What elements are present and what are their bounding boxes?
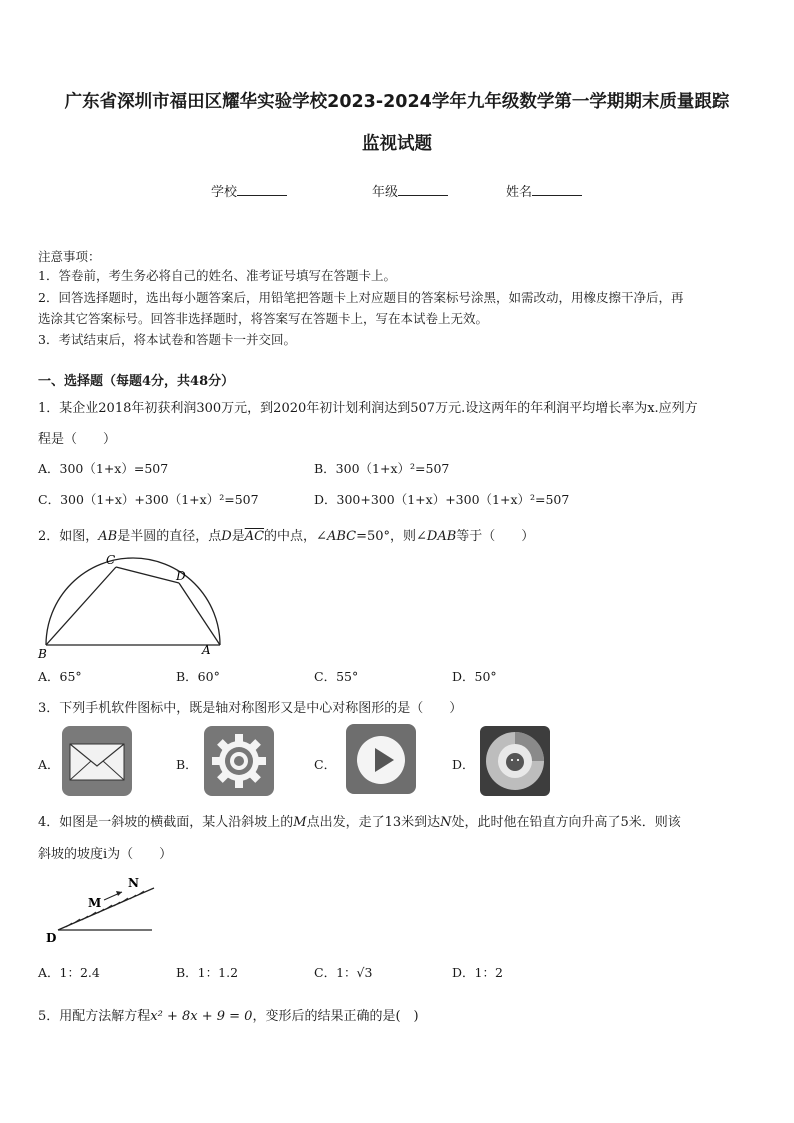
app-logo-icon [480,726,550,796]
notice-heading: 注意事项： [38,249,101,264]
notice-item-2-cont: 选涂其它答案标号。回答非选择题时，将答案写在答题卡上，写在本试卷上无效。 [38,311,489,326]
play-icon [346,724,416,794]
q4-option-a: A．1：2.4 [38,965,100,980]
q1-option-d: D．300+300（1+x）+300（1+x）²=507 [314,492,570,507]
q2-label-d: D [176,569,186,583]
q2-option-c: C．55° [314,669,359,684]
notice-item-1: 1．答卷前，考生务必将自己的姓名、准考证号填写在答题卡上。 [38,268,396,283]
q1-stem-line1: 1．某企业2018年初获利润300万元，到2020年初计划利润达到507万元.设这两年的年利润平均增长率为x.应列方 [38,401,698,416]
q4-stem-line2: 斜坡的坡度i为（ ） [38,847,173,862]
notice-item-3: 3．考试结束后，将本试卷和答题卡一并交回。 [38,332,296,347]
q2-semicircle-figure [34,550,224,662]
name-field: 姓名 [506,181,582,200]
q4-label-n: N [128,876,139,890]
q3-option-c-label: C． [314,757,337,772]
school-field: 学校 [211,181,287,200]
q1-option-a: A．300（1+x）=507 [38,461,169,476]
q1-stem-line2: 程是（ ） [38,432,117,447]
q4-label-d: D [46,931,57,945]
q2-option-a: A．65° [38,669,82,684]
q3-option-d-label: D． [452,757,475,772]
q2-option-d: D．50° [452,669,497,684]
q4-label-m: M [88,896,102,910]
q5-stem: 5．用配方法解方程x² + 8x + 9 = 0，变形后的结果正确的是( ) [38,1009,419,1024]
q5-equation: x² + 8x + 9 = 0 [150,1009,253,1024]
q3-option-b-label: B． [176,757,198,772]
q4-option-d: D．1：2 [452,965,503,980]
mail-icon [62,726,132,796]
q1-option-c: C．300（1+x）+300（1+x）²=507 [38,492,259,507]
q3-option-a-label: A． [38,757,60,772]
q4-option-c: C．1：√3 [314,965,373,980]
q2-label-b: B [38,647,47,661]
q4-slope-figure [42,870,162,945]
q2-option-b: B．60° [176,669,220,684]
q4-option-b: B．1：1.2 [176,965,239,980]
q2-label-c: C [106,553,116,567]
section-heading: 一、选择题（每题4分，共48分） [38,374,235,389]
q3-stem: 3．下列手机软件图标中，既是轴对称图形又是中心对称图形的是（ ） [38,701,463,716]
gear-icon [204,726,274,796]
q4-stem-line1: 4．如图是一斜坡的横截面，某人沿斜坡上的M点出发，走了13米到达N处，此时他在铅直方向升高了5米．则该 [38,815,681,830]
page-title-line1: 广东省深圳市福田区耀华实验学校2023-2024学年九年级数学第一学期期末质量跟踪 [64,92,730,112]
q2-label-a: A [202,643,211,657]
q2-stem: 2．如图，AB是半圆的直径，点D是$\overline{AC}$的中点，∠ABC=50°，则∠DAB等于（ ） [38,529,535,544]
notice-item-2: 2．回答选择题时，选出每小题答案后，用铅笔把答题卡上对应题目的答案标号涂黑，如需改动，用橡皮擦干净后，再 [38,290,684,305]
grade-field: 年级 [372,181,448,200]
q1-option-b: B．300（1+x）²=507 [314,461,450,476]
page-title-line2: 监视试题 [362,134,432,154]
